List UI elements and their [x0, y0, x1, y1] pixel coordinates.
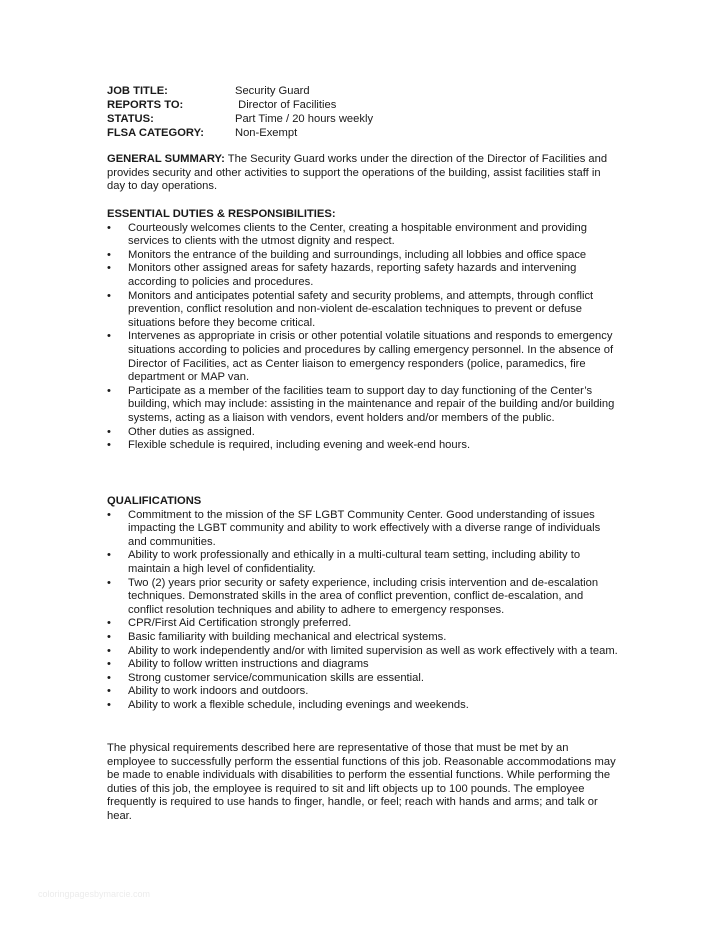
general-summary: [107, 153, 619, 194]
bullet-icon: •: [107, 248, 111, 261]
list-item-text: Intervenes as appropriate in crisis or other potential volatile situations and responds to emergency situations according to policies and procedures by calling emergency personnel. In the absence of Director of Facilities, act as Center liaison to emergency responders (police, paramedics, fire department or MAP van.: [128, 330, 614, 384]
bullet-icon: •: [107, 576, 111, 589]
header-label: STATUS:: [107, 113, 154, 125]
bullet-icon: •: [107, 221, 111, 234]
list-item: [107, 426, 619, 440]
list-item: [107, 685, 619, 699]
bullet-icon: •: [107, 439, 111, 452]
bullet-icon: •: [107, 617, 111, 630]
list-item-text: Ability to work a flexible schedule, including evenings and weekends.: [128, 698, 469, 711]
bullet-icon: •: [107, 289, 111, 302]
list-item: [107, 330, 619, 384]
list-item: [107, 439, 619, 453]
list-item: [107, 617, 619, 631]
header-row-job-title: [107, 85, 373, 99]
header-label: REPORTS TO:: [107, 99, 184, 111]
summary-label: GENERAL SUMMARY:: [107, 153, 225, 165]
list-item: [107, 631, 619, 645]
header-value: Director of Facilities: [235, 99, 337, 111]
list-item-text: Strong customer service/communication skills are essential.: [128, 671, 424, 684]
bullet-icon: •: [107, 384, 111, 397]
bullet-icon: •: [107, 262, 111, 275]
list-item: [107, 249, 619, 263]
qualifications-section: [107, 495, 619, 713]
qualifications-list: [107, 509, 619, 713]
list-item-text: Monitors and anticipates potential safety and security problems, and attempts, through conflict prevention, conflict resolution and non-violent de-escalation techniques to prevent or defuse situations before they become critical.: [128, 289, 594, 329]
physical-requirements-paragraph: The physical requirements described here are representative of those that must be met by an employee to successfully perform the essential functions of this job. Reasonable accommodations may be made to enable individuals with disabilities to perform the essential functions. While performing the duties of this job, the employee is required to sit and lift objects up to 100 pounds. The employee frequently is required to use hands to finger, handle, or feel; reach with hands and arms; and talk or hear.: [107, 742, 616, 822]
list-item-text: CPR/First Aid Certification strongly preferred.: [128, 617, 352, 630]
list-item-text: Two (2) years prior security or safety experience, including crisis intervention and de-escalation techniques. Demonstrated skills in the area of conflict prevention, conflict de-escalation, and conflict resolution techniques and ability to adhere to emergency responses.: [128, 576, 599, 616]
list-item: [107, 658, 619, 672]
bullet-icon: •: [107, 658, 111, 671]
bullet-icon: •: [107, 685, 111, 698]
header-label: JOB TITLE:: [107, 85, 168, 97]
list-item: [107, 509, 619, 550]
bullet-icon: •: [107, 508, 111, 521]
header-row-flsa-category: [107, 127, 373, 141]
qualifications-heading: QUALIFICATIONS: [107, 495, 202, 507]
list-item-text: Commitment to the mission of the SF LGBT Community Center. Good understanding of issues impacting the LGBT community and ability to work effectively with a diverse range of individuals and communities.: [128, 508, 601, 548]
bullet-icon: •: [107, 698, 111, 711]
list-item: [107, 262, 619, 289]
bullet-icon: •: [107, 630, 111, 643]
list-item-text: Ability to work professionally and ethically in a multi-cultural team setting, including ability to maintain a high level of confidentiality.: [128, 549, 581, 575]
list-item: [107, 549, 619, 576]
list-item: [107, 577, 619, 618]
bullet-icon: •: [107, 330, 111, 343]
header-value: Security Guard: [235, 85, 310, 97]
list-item-text: Ability to work indoors and outdoors.: [128, 685, 309, 698]
list-item: [107, 645, 619, 659]
bullet-icon: •: [107, 671, 111, 684]
duties-list: [107, 222, 619, 453]
list-item: [107, 222, 619, 249]
header-row-reports-to: [107, 99, 373, 113]
summary-text: The Security Guard works under the direction of the Director of Facilities and provides security and other activities to support the operations of the building, assist facilities staff in day to day operations.: [107, 153, 608, 193]
bullet-icon: •: [107, 425, 111, 438]
job-header: [107, 85, 373, 141]
header-value: Non-Exempt: [235, 127, 298, 139]
list-item-text: Flexible schedule is required, including evening and week-end hours.: [128, 439, 471, 452]
list-item-text: Basic familiarity with building mechanical and electrical systems.: [128, 630, 447, 643]
duties-heading: ESSENTIAL DUTIES & RESPONSIBILITIES:: [107, 208, 336, 220]
list-item-text: Participate as a member of the facilities team to support day to day functioning of the Center’s building, which may include: assisting in the maintenance and repair of the building and/or building systems, acting as a liaison with vendors, event holders and/or members of the public.: [128, 384, 615, 424]
list-item-text: Other duties as assigned.: [128, 425, 255, 438]
list-item: [107, 699, 619, 713]
list-item-text: Courteously welcomes clients to the Center, creating a hospitable environment and providing services to clients with the utmost dignity and respect.: [128, 221, 587, 248]
header-value: Part Time / 20 hours weekly: [235, 113, 374, 125]
bullet-icon: •: [107, 644, 111, 657]
list-item: [107, 290, 619, 331]
header-label: FLSA CATEGORY:: [107, 127, 204, 139]
bullet-icon: •: [107, 549, 111, 562]
list-item-text: Ability to work independently and/or with limited supervision as well as work effectively with a team.: [128, 644, 618, 657]
watermark: coloringpagesbymarcie.com: [38, 889, 151, 899]
list-item-text: Ability to follow written instructions and diagrams: [128, 658, 369, 671]
list-item: [107, 385, 619, 426]
header-row-status: [107, 113, 373, 127]
list-item-text: Monitors other assigned areas for safety hazards, reporting safety hazards and intervening according to policies and procedures.: [128, 262, 577, 288]
list-item: [107, 672, 619, 686]
duties-section: [107, 208, 619, 453]
list-item-text: Monitors the entrance of the building and surroundings, including all lobbies and office space: [128, 248, 587, 261]
